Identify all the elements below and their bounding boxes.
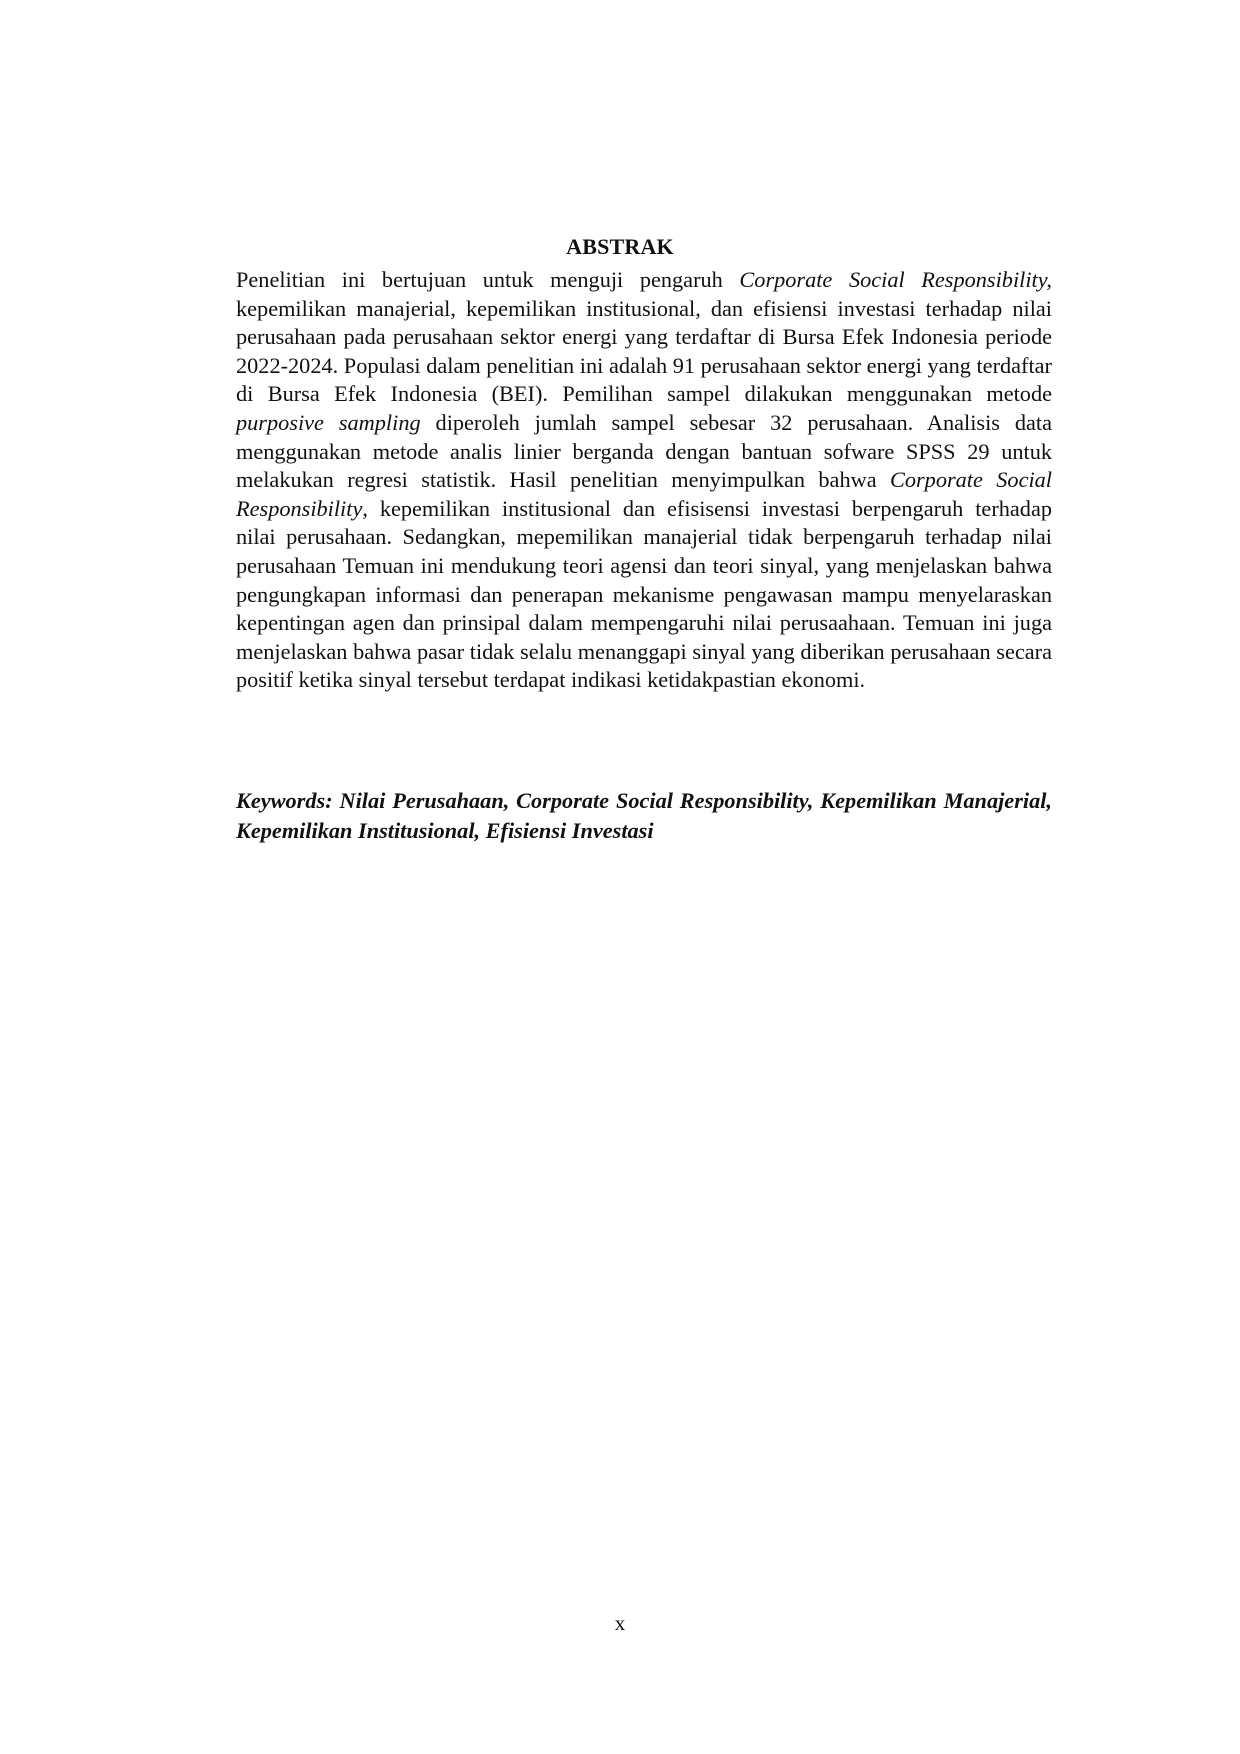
abstract-text-2: kepemilikan manajerial, kepemilikan institusional, dan efisiensi investasi terhadap nilai perusahaan pada perusahaan sektor energi yang terdaftar di Bursa Efek Indonesia periode 2022-2024. Populasi dalam penelitian ini adalah 91 perusahaan sektor energi yang terdaftar di Bursa Efek Indonesia (BEI). Pemilihan sampel dilakukan menggunakan metode [236,295,1052,407]
abstract-italic-purposive-sampling: purposive sampling [236,409,421,435]
page-number: x [614,1611,626,1635]
keywords: Keywords: Nilai Perusahaan, Corporate Social Responsibility, Kepemilikan Manajerial, Kepemilikan Institusional, Efisiensi Investasi [236,788,1052,843]
abstract-italic-csr-1: Corporate Social Responsibility, [739,267,1052,292]
abstract-text-3: diperoleh jumlah sampel sebesar 32 perusahaan. Analisis data menggunakan metode analis linier berganda dengan bantuan sofware SPSS 29 untuk melakukan regresi statistik. Hasil penelitian menyimpulkan bahwa [236,409,1052,493]
abstract-text-1: Penelitian ini bertujuan untuk menguji pengaruh [236,267,740,292]
abstract-body [236,266,1052,695]
abstract-text-4: , kepemilikan institusional dan efisisensi investasi berpengaruh terhadap nilai perusahaan. Sedangkan, mepemilikan manajerial tidak berpengaruh terhadap nilai perusahaan Temuan ini mendukung teori agensi dan teori sinyal, yang menjelaskan bahwa pengungkapan informasi dan penerapan mekanisme pengawasan mampu menyelaraskan kepentingan agen dan prinsipal dalam mempengaruhi nilai perusaahaan. Temuan ini juga menjelaskan bahwa pasar tidak selalu menanggapi sinyal yang diberikan perusahaan secara positif ketika sinyal tersebut terdapat indikasi ketidakpastian ekonomi. [236,495,1052,693]
abstract-title: ABSTRAK [566,234,674,259]
abstract-italic-csr-2: Corporate Social Responsibility [236,467,1052,521]
